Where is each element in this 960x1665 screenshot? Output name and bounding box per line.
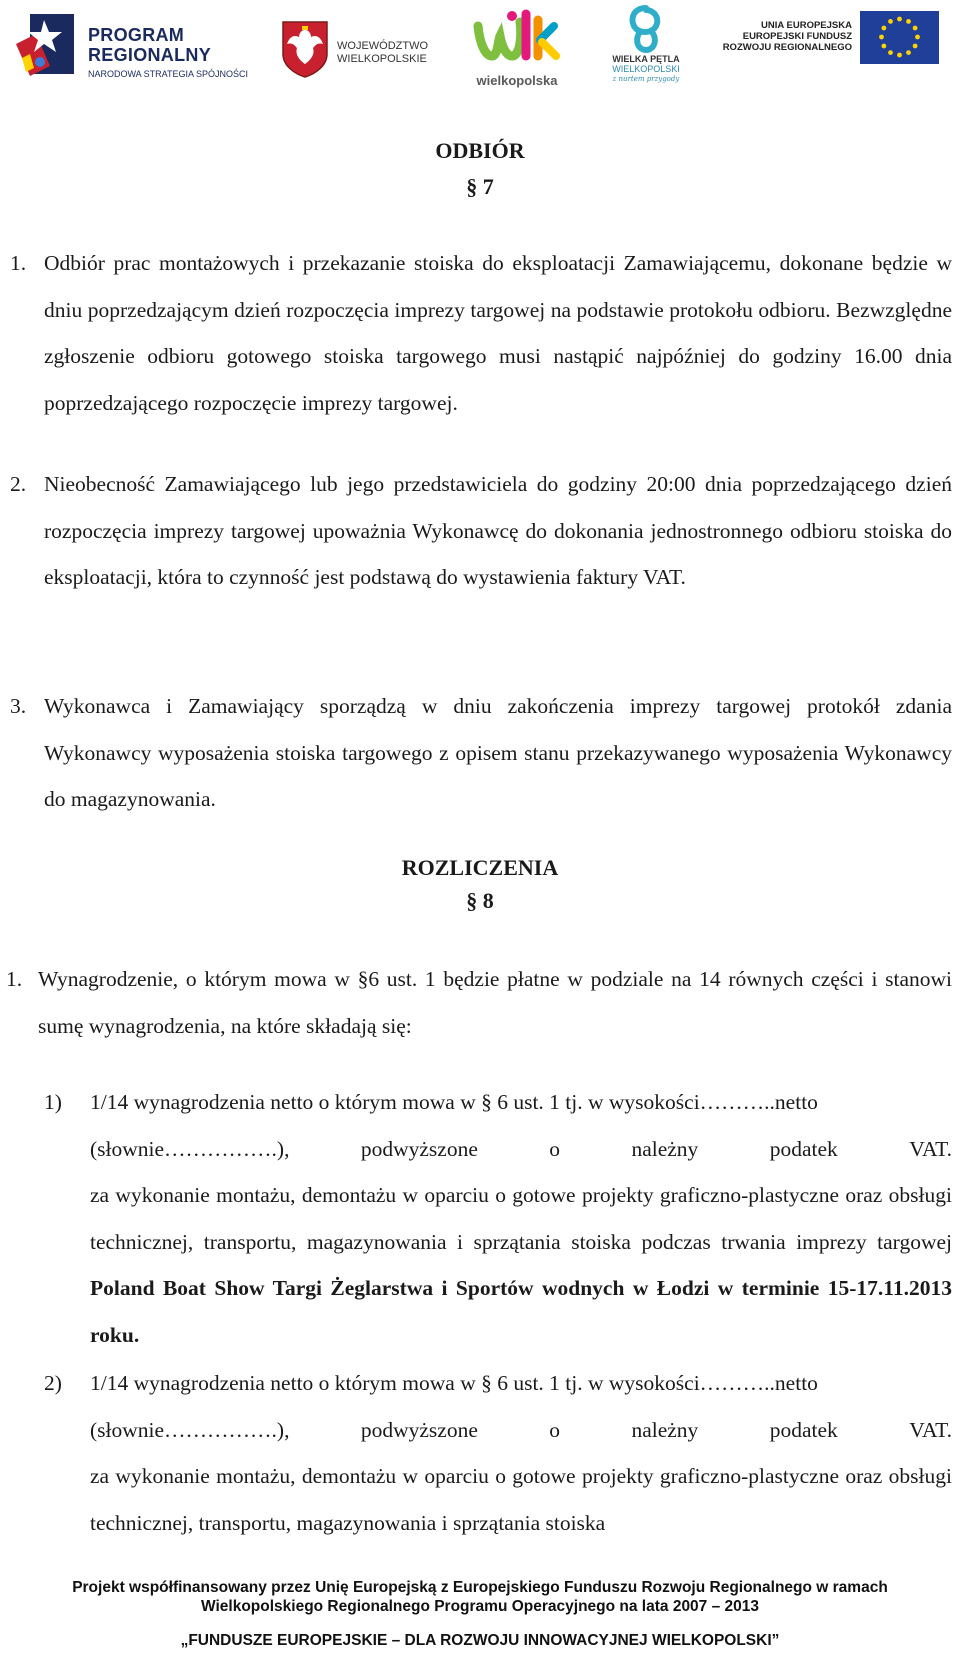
point-words-line	[90, 1407, 952, 1454]
section-7-title: ODBIÓR	[435, 138, 525, 163]
point-words-5: VAT.	[909, 1417, 952, 1442]
footer-line-2: Wielkopolskiego Regionalnego Programu Operacyjnego na lata 2007 – 2013	[200, 1598, 760, 1615]
eu-flag-icon	[860, 11, 939, 64]
item-number: 1.	[10, 251, 27, 275]
wielkopolska-logo	[472, 6, 562, 90]
footer-slogan: „FUNDUSZE EUROPEJSKIE – DLA ROZWOJU INNOWACYJNEJ WIELKOPOLSKI”	[180, 1632, 780, 1649]
wojewodztwo-line1: WOJEWÓDZTWO	[337, 40, 429, 52]
point-description-text: za wykonanie montażu, demontażu w oparciu o gotowe projekty graficzno-plastyczne oraz obsługi technicznej, transportu, magazynowania i sprzątania stoiska podczas trwania imprezy targowej	[90, 1183, 952, 1254]
item-number: 1.	[6, 967, 23, 991]
program-logo-line2: REGIONALNY	[88, 45, 212, 65]
section-7-item-1	[10, 240, 952, 426]
point-words-1: podwyższone	[360, 1417, 478, 1442]
point-words-2: o	[549, 1417, 561, 1442]
section-8-title: ROZLICZENIA	[401, 855, 559, 880]
point-words-4: podatek	[769, 1417, 838, 1442]
wielka-petla-logo	[604, 4, 688, 88]
ue-logo-text	[712, 20, 852, 53]
wielka-petla-line2: WIELKOPOLSKI	[612, 64, 680, 74]
program-logo-line1: PROGRAM	[88, 25, 185, 45]
ue-line1: UNIA EUROPEJSKA	[761, 20, 852, 31]
section-8-point-1	[44, 1079, 952, 1358]
ue-line2: EUROPEJSKI FUNDUSZ	[742, 31, 852, 42]
program-logo-line3: NARODOWA STRATEGIA SPÓJNOŚCI	[88, 69, 249, 79]
point-words-0: (słownie…………….),	[90, 1417, 290, 1442]
section-8-intro	[6, 956, 952, 1049]
item-text: Wykonawca i Zamawiający sporządzą w dniu zakończenia imprezy targowej protokół zdania Wykonawcy wyposażenia stoiska targowego z opisem stanu przekazywanego wyposażenia Wykonawcy do magazynowania.	[44, 694, 952, 811]
point-number: 1)	[44, 1090, 62, 1114]
point-amount-line	[90, 1360, 952, 1407]
section-8-paragraph-mark: § 8	[466, 888, 494, 913]
wielka-petla-line1: WIELKA PĘTLA	[612, 54, 680, 64]
point-words-4: podatek	[769, 1136, 838, 1161]
point-description-text: za wykonanie montażu, demontażu w oparciu o gotowe projekty graficzno-plastyczne oraz obsługi technicznej, transportu, magazynowania i sprzątania stoiska	[90, 1464, 952, 1535]
point-description	[90, 1172, 952, 1358]
point-event-name: Poland Boat Show Targi Żeglarstwa i Sportów wodnych w Łodzi w terminie 15-17.11.2013 roku.	[90, 1276, 952, 1347]
wojewodztwo-logo	[281, 20, 431, 82]
ue-line3: ROZWOJU REGIONALNEGO	[722, 42, 852, 53]
section-7-paragraph-mark: § 7	[466, 174, 494, 199]
wielkopolska-logo-text: wielkopolska	[476, 73, 558, 88]
point-amount-text: 1/14 wynagrodzenia netto o którym mowa w § 6 ust. 1 tj. w wysokości………..netto	[90, 1371, 818, 1395]
item-text: Wynagrodzenie, o którym mowa w §6 ust. 1 będzie płatne w podziale na 14 równych części i stanowi sumę wynagrodzenia, na które składają się:	[38, 967, 952, 1038]
point-words-1: podwyższone	[360, 1136, 478, 1161]
point-words-0: (słownie…………….),	[90, 1136, 290, 1161]
point-amount-line	[90, 1079, 952, 1126]
point-number: 2)	[44, 1371, 62, 1395]
wojewodztwo-logo-text	[337, 40, 428, 66]
point-words-3: należny	[631, 1417, 699, 1442]
point-words-5: VAT.	[909, 1136, 952, 1161]
wielkopolska-letters-icon	[472, 6, 562, 74]
wielka-petla-emblem-icon	[604, 4, 688, 54]
footer-line-1: Projekt współfinansowany przez Unię Europejską z Europejskiego Funduszu Rozwoju Regionalnego w ramach	[72, 1579, 888, 1596]
wojewodztwo-line2: WIELKOPOLSKIE	[337, 53, 427, 65]
item-text: Odbiór prac montażowych i przekazanie stoiska do eksploatacji Zamawiającemu, dokonane będzie w dniu poprzedzającym dzień rozpoczęcia imprezy targowej na podstawie protokołu odbioru. Bezwzględne zgłoszenie odbioru gotowego stoiska targowego musi nastąpić najpóźniej do godziny 16.00 dnia poprzedzającego rozpoczęcie imprezy targowej.	[44, 251, 952, 415]
point-words-2: o	[549, 1136, 561, 1161]
footer-cofinancing-note	[0, 1578, 960, 1616]
point-description	[90, 1453, 952, 1546]
section-8-point-2	[44, 1360, 952, 1546]
point-amount-text: 1/14 wynagrodzenia netto o którym mowa w § 6 ust. 1 tj. w wysokości………..netto	[90, 1090, 818, 1114]
header-logos	[0, 0, 960, 100]
section-7-item-2	[10, 461, 952, 601]
eagle-shield-icon	[281, 20, 329, 78]
point-words-line	[90, 1126, 952, 1173]
program-regionalny-logo	[16, 14, 249, 80]
point-words-3: należny	[631, 1136, 699, 1161]
item-number: 2.	[10, 472, 27, 496]
section-7-item-3	[10, 683, 952, 823]
item-text: Nieobecność Zamawiającego lub jego przedstawiciela do godziny 20:00 dnia poprzedzającego dzień rozpoczęcia imprezy targowej upoważnia Wykonawcę do dokonania jednostronnego odbioru stoiska do eksploatacji, która to czynność jest podstawą do wystawienia faktury VAT.	[44, 472, 952, 589]
program-regionalny-emblem-icon	[16, 14, 80, 80]
wielka-petla-line3: z nurtem przygody	[612, 75, 680, 83]
item-number: 3.	[10, 694, 27, 718]
